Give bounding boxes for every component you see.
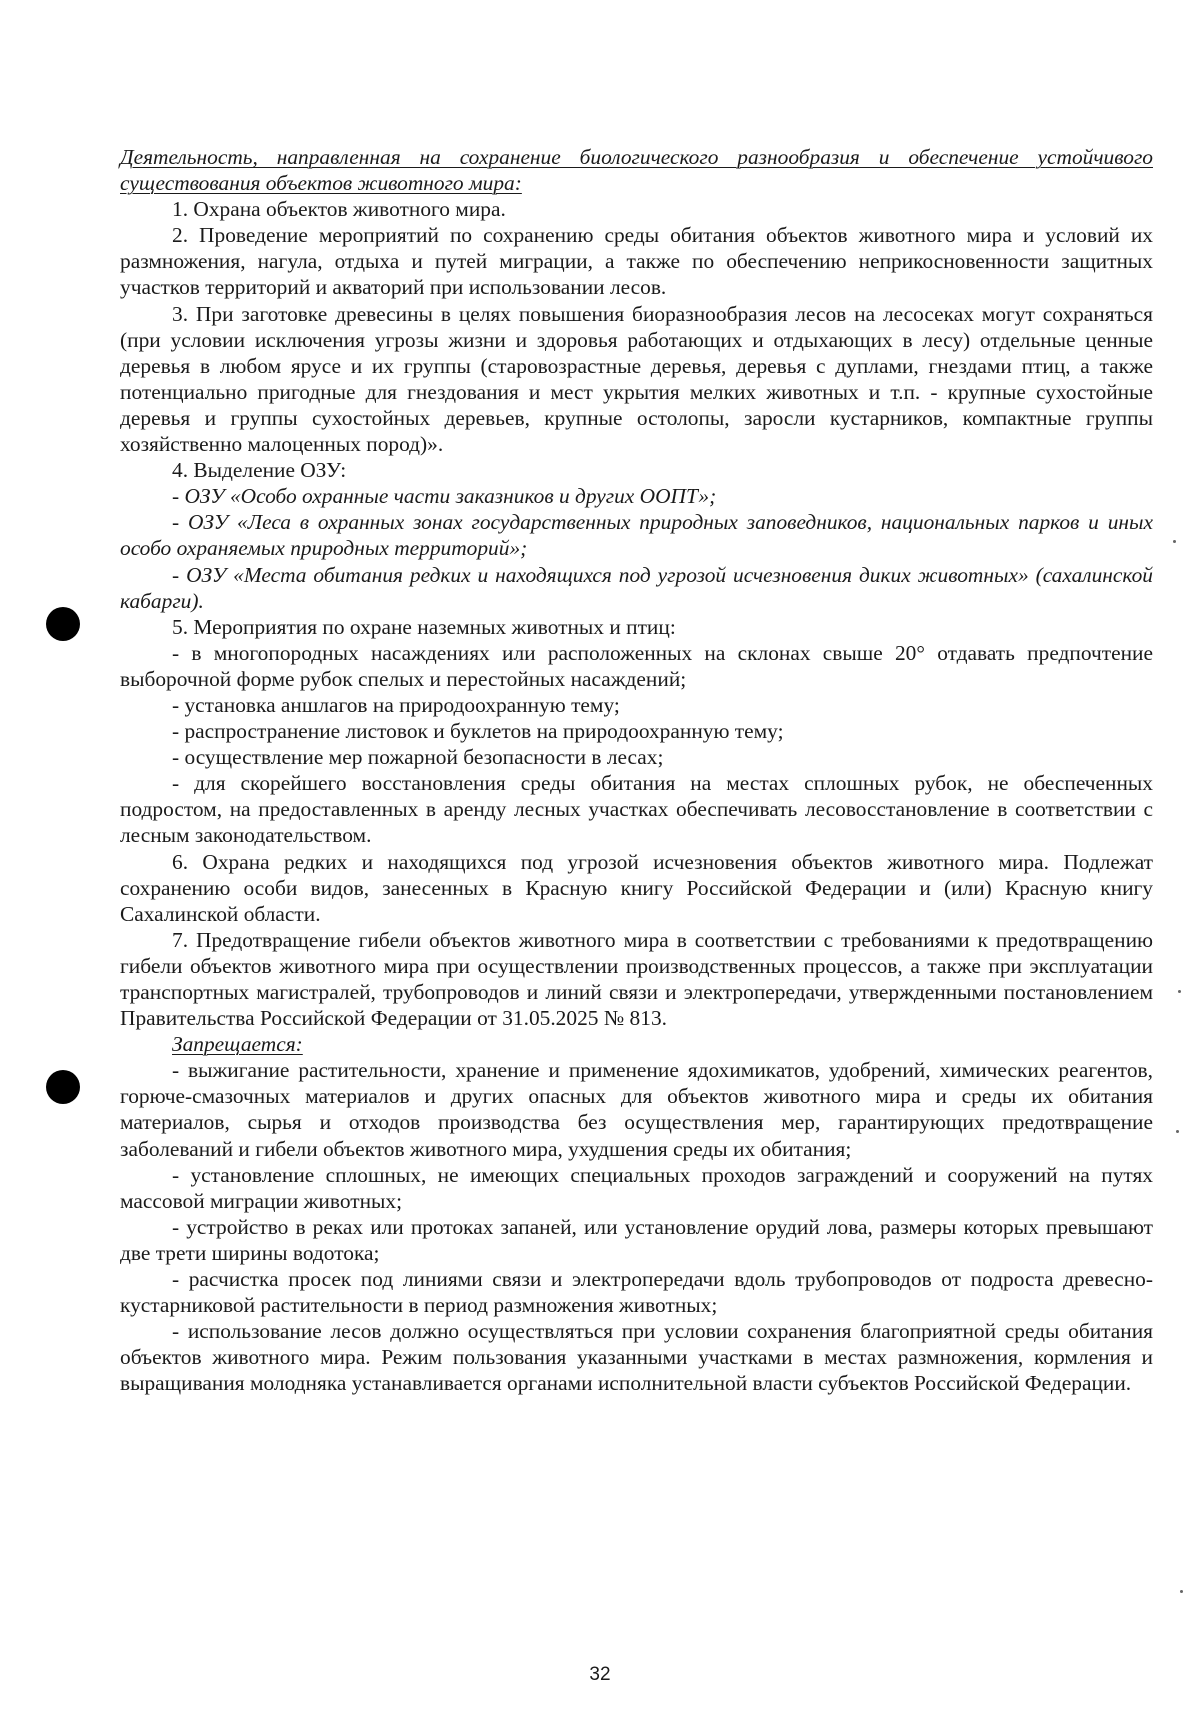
punch-hole	[46, 607, 80, 641]
list-item: - выжигание растительности, хранение и применение ядохимикатов, удобрений, химических реагентов, горюче-смазочных материалов и других опасных для объектов животного мира и среды их обитания материалов, сырья и отходов производства без осуществления мер, гарантирующих предотвращение заболеваний и гибели объектов животного мира, ухудшения среды их обитания;	[120, 1058, 1153, 1161]
paragraph-2: 2. Проведение мероприятий по сохранению среды обитания объектов животного мира и условий их размножения, нагула, отдыха и путей миграции, а также по обеспечению неприкосновенности защитных участков территорий и акваторий при использовании лесов.	[120, 223, 1153, 300]
paragraph-6: 6. Охрана редких и находящихся под угрозой исчезновения объектов животного мира. Подлежат сохранению особи видов, занесенных в Красную книгу Российской Федерации и (или) Красную книгу Сахалинской области.	[120, 849, 1153, 926]
punch-hole	[46, 1070, 80, 1104]
scan-speck	[1173, 540, 1176, 543]
list-item: - осуществление мер пожарной безопасности в лесах;	[172, 745, 664, 770]
paragraph-1: 1. Охрана объектов животного мира.	[172, 197, 506, 222]
scan-speck	[1176, 1130, 1179, 1133]
paragraph-5: 5. Мероприятия по охране наземных животных и птиц:	[172, 614, 676, 639]
list-item: - использование лесов должно осуществляться при условии сохранения благоприятной среды обитания объектов животного мира. Режим пользования указанными участками в местах размножения, кормления и выращивания молодняка устанавливается органами исполнительной власти субъектов Российской Федерации.	[120, 1319, 1153, 1396]
ozu-item-3: - ОЗУ «Места обитания редких и находящихся под угрозой исчезновения диких животных» (сахалинской кабарги).	[120, 562, 1153, 613]
list-item: - расчистка просек под линиями связи и электропередачи вдоль трубопроводов от подроста древесно-кустарниковой растительности в период размножения животных;	[120, 1267, 1153, 1318]
paragraph-4: 4. Выделение ОЗУ:	[172, 458, 347, 483]
list-item: - распространение листовок и буклетов на природоохранную тему;	[172, 719, 784, 744]
list-item: - установка аншлагов на природоохранную тему;	[172, 692, 620, 717]
scan-speck	[1178, 990, 1181, 993]
prohibited-heading: Запрещается:	[172, 1032, 303, 1057]
ozu-item-1: - ОЗУ «Особо охранные части заказников и других ООПТ»;	[172, 484, 717, 509]
section-heading: Деятельность, направленная на сохранение биологического разнообразия и обеспечение устойчивого существования объектов животного мира:	[120, 145, 1153, 196]
list-item: - устройство в реках или протоках запаней, или установление орудий лова, размеры которых превышают две трети ширины водотока;	[120, 1214, 1153, 1265]
list-item: - установление сплошных, не имеющих специальных проходов заграждений и сооружений на путях массовой миграции животных;	[120, 1162, 1153, 1213]
paragraph-7: 7. Предотвращение гибели объектов животного мира в соответствии с требованиями к предотвращению гибели объектов животного мира при осуществлении производственных процессов, а также при эксплуатации транспортных магистралей, трубопроводов и линий связи и электропередачи, утвержденными постановлением Правительства Российской Федерации от 31.05.2025 № 813.	[120, 927, 1153, 1031]
document-page	[120, 144, 1153, 1397]
paragraph-3: 3. При заготовке древесины в целях повышения биоразнообразия лесов на лесосеках могут сохраняться (при условии исключения угрозы жизни и здоровья работающих и отдыхающих в лесу) отдельные ценные деревья в любом ярусе и их группы (старовозрастные деревья, деревья с дуплами, гнездами птиц, а также потенциально пригодные для гнездования и мест укрытия мелких животных и т.п. - крупные сухостойные деревья и группы сухостойных деревьев, крупные остолопы, заросли кустарников, компактные группы хозяйственно малоценных пород)».	[120, 301, 1153, 457]
page-number: 32	[589, 1664, 611, 1685]
scan-speck	[1180, 1590, 1183, 1593]
list-item: - в многопородных насаждениях или расположенных на склонах свыше 20° отдавать предпочтение выборочной форме рубок спелых и перестойных насаждений;	[120, 640, 1153, 691]
ozu-item-2: - ОЗУ «Леса в охранных зонах государственных природных заповедников, национальных парков и иных особо охраняемых природных территорий»;	[120, 510, 1153, 561]
list-item: - для скорейшего восстановления среды обитания на местах сплошных рубок, не обеспеченных подростом, на предоставленных в аренду лесных участках обеспечивать лесовосстановление в соответствии с лесным законодательством.	[120, 771, 1153, 848]
